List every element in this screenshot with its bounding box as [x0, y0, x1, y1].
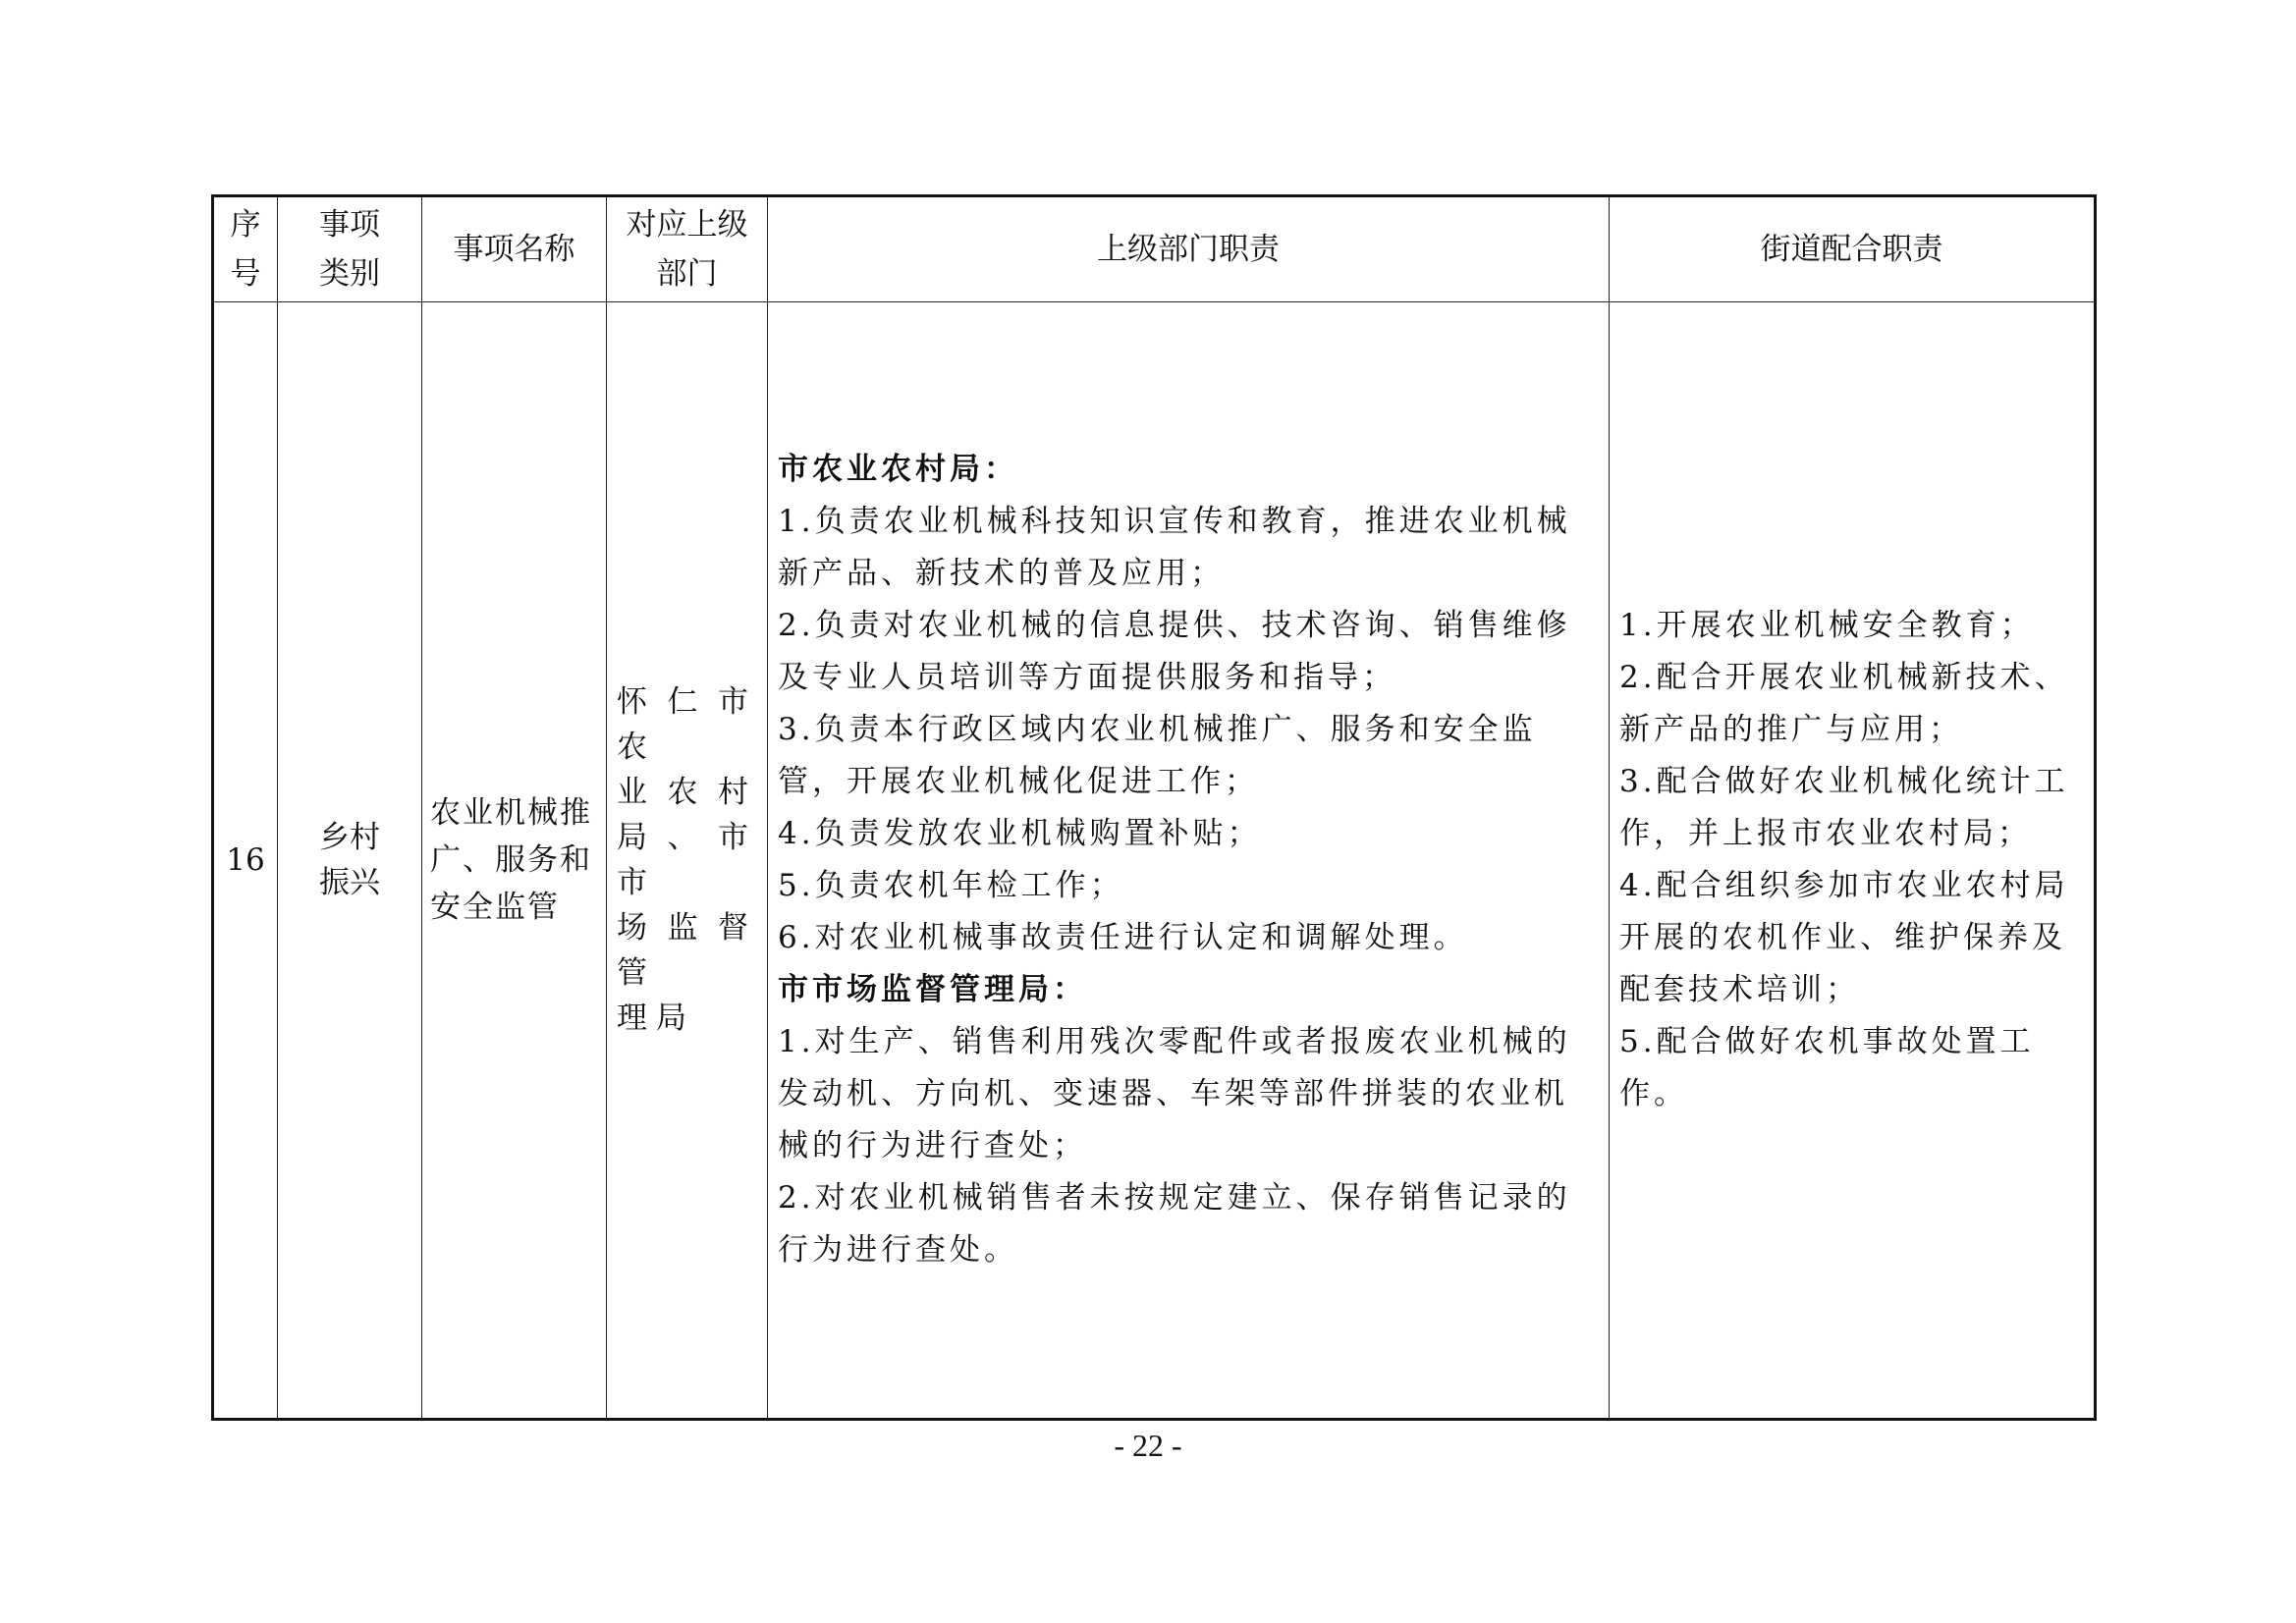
- duty-table: [211, 194, 2097, 1421]
- header-name: 事项名称: [422, 196, 607, 302]
- cell-item-name: 农业机械推广、服务和安全监管: [422, 302, 607, 1420]
- street-item-3: 3.配合做好农业机械化统计工作，并上报市农业农村局；: [1619, 764, 2069, 851]
- header-dept: [607, 196, 768, 302]
- agency1-item-1: 1.负责农业机械科技知识宣传和教育，推进农业机械新产品、新技术的普及应用；: [778, 504, 1571, 591]
- cell-superior-duties: [768, 302, 1610, 1420]
- cell-category-line1: 乡村: [319, 820, 380, 855]
- header-dept-line1: 对应上级: [626, 207, 748, 243]
- header-category: [278, 196, 422, 302]
- header-street: 街道配合职责: [1610, 196, 2096, 302]
- header-seq-line2: 号: [230, 256, 261, 292]
- agency1-item-3: 3.负责本行政区域内农业机械推广、服务和安全监管，开展农业机械化促进工作；: [778, 712, 1537, 799]
- header-superior: 上级部门职责: [768, 196, 1610, 302]
- agency1-item-4: 4.负责发放农业机械购置补贴；: [778, 816, 1262, 851]
- cell-dept: [607, 302, 768, 1420]
- dept-line-5: 理局: [617, 1001, 695, 1036]
- street-item-5: 5.配合做好农机事故处置工作。: [1619, 1024, 2035, 1111]
- agency1-item-2: 2.负责对农业机械的信息提供、技术咨询、销售维修及专业人员培训等方面提供服务和指导；: [778, 608, 1571, 695]
- street-item-1: 1.开展农业机械安全教育；: [1619, 608, 2035, 643]
- agency1-item-5: 5.负责农机年检工作；: [778, 868, 1124, 903]
- cell-street-duties: [1610, 302, 2096, 1420]
- street-item-4: 4.配合组织参加市农业农村局开展的农机作业、维护保养及配套技术培训；: [1619, 868, 2069, 1007]
- header-dept-line2: 部门: [656, 256, 718, 292]
- cell-seq: 16: [213, 302, 278, 1420]
- dept-line-4: 场监督管: [617, 910, 757, 991]
- header-seq-line1: 序: [230, 207, 261, 243]
- header-category-line2: 类别: [319, 256, 380, 292]
- cell-category: [278, 302, 422, 1420]
- dept-line-1: 怀仁市农: [617, 684, 757, 765]
- dept-line-2: 业农村: [617, 775, 757, 810]
- agency2-item-2: 2.对农业机械销售者未按规定建立、保存销售记录的行为进行查处。: [778, 1180, 1571, 1268]
- agency2-item-1: 1.对生产、销售利用残次零配件或者报废农业机械的发动机、方向机、变速器、车架等部件拼装的农业机械的行为进行查处；: [778, 1024, 1571, 1163]
- street-item-2: 2.配合开展农业机械新技术、新产品的推广与应用；: [1619, 660, 2069, 747]
- page-number: - 22 -: [1114, 1428, 1182, 1463]
- header-row: [213, 196, 2096, 302]
- dept-line-3: 局、市市: [617, 820, 757, 900]
- agency1-heading: 市农业农村局：: [778, 452, 1018, 487]
- agency2-heading: 市市场监督管理局：: [778, 972, 1087, 1007]
- header-seq: [213, 196, 278, 302]
- agency1-item-6: 6.对农业机械事故责任进行认定和调解处理。: [778, 920, 1468, 955]
- cell-category-line2: 振兴: [319, 865, 380, 900]
- table-row: [213, 302, 2096, 1420]
- header-category-line1: 事项: [319, 207, 380, 243]
